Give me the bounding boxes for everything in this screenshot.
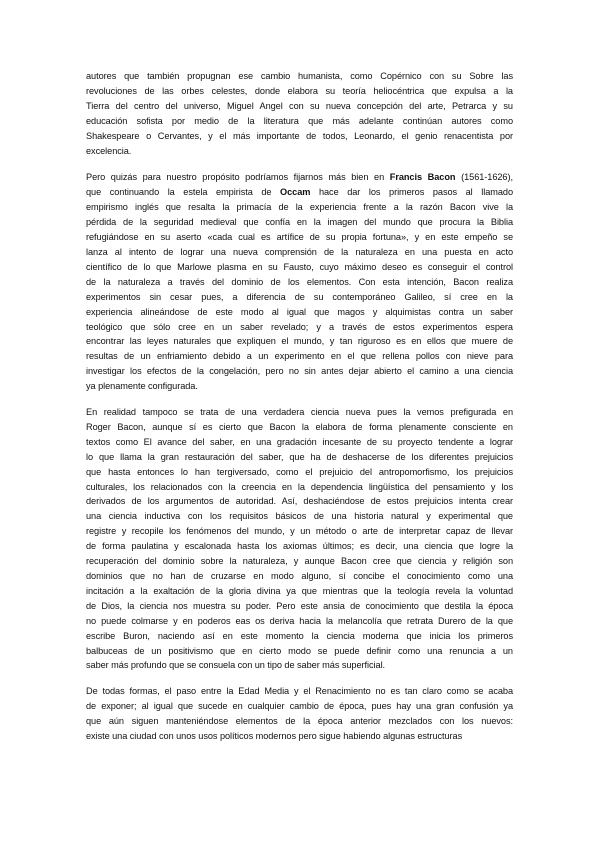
text-line [86,420,513,435]
text-line [86,170,513,185]
text-line [86,320,513,335]
text-run: escribe Buron, naciendo así en este momento la ciencia moderna que inicia los primeros [86,630,513,641]
text-run: derivados de los argumentos de autoridad. Así, deshaciéndose de estos prejuicios intenta crear [86,496,513,507]
text-run: textos como El avance del saber, en una gradación incesante de su proyecto tendente a lograr [86,436,513,447]
text-run: excelencia. [86,145,132,156]
text-line [86,99,513,114]
text-line [86,569,513,584]
text-line [86,480,513,495]
text-run: Pero quizás para nuestro propósito podríamos fijarnos más bien en [86,172,390,183]
text-line [86,539,513,554]
text-line [86,684,513,699]
text-line [86,129,513,144]
text-run: encontrar las leyes naturales que expliquen el mundo, y tan riguroso es en ellos que muere de [86,336,513,347]
text-line [86,465,513,480]
text-run: (1561-1626), [455,172,513,183]
text-run: lo que llama la gran restauración del saber, que ha de deshacerse de los diferentes prejuicios [86,451,513,462]
text-line [86,524,513,539]
text-run: pérdida de la seguridad medieval que confía en la imagen del mundo que procura la Biblia [86,217,513,228]
text-run: de la naturaleza a través del dominio de los elementos. Con esta intención, Bacon realiza [86,276,513,287]
text-line [86,275,513,290]
text-run: que hasta entonces lo han tergiversado, como el prejuicio del antropomorfismo, los prejuicios [86,466,513,477]
text-line [86,290,513,305]
text-line [86,84,513,99]
text-run: de forma paulatina y escalonada hasta los axiomas últimos; es decir, una ciencia que logre la [86,541,513,552]
text-run: revoluciones de las orbes celestes, donde elabora su teoría heliocéntrica que expulsa a la [86,85,513,96]
text-run: científico de lo que Marlowe plasma en su Fausto, cuyo máximo deseo es conseguir el control [86,261,513,272]
text-run: que continuando la estela empirista de [86,187,281,198]
paragraph-3 [86,405,513,673]
text-line [86,215,513,230]
text-line [86,69,513,84]
text-run: autores que también propugnan ese cambio humanista, como Copérnico con su Sobre las [86,71,513,81]
text-line [86,614,513,629]
text-line [86,584,513,599]
text-line [86,144,513,159]
text-line [86,185,513,200]
text-run: incitación a la exaltación de la gloria divina ya que mientras que la teología revela la voluntad [86,585,513,596]
text-run: balbuceas de un positivismo que en cierto modo se puede definir como una renuncia a un [86,645,513,656]
text-run: que aún siguen manteniéndose elementos de la época anterior mezclados con los nuevos: [86,716,513,727]
text-run: Shakespeare o Cervantes, y el más importante de todos, Leonardo, el genio renacentista por [86,130,513,141]
text-run: experimentos sin cesar pues, a diferencia de su contemporáneo Galileo, sí cree en la [86,291,513,302]
text-line [86,435,513,450]
text-line [86,349,513,364]
text-line [86,494,513,509]
text-run: de Dios, la ciencia nos muestra su poder. Pero este ansia de conocimiento que destila la época [86,600,513,611]
text-run: ya plenamente configurada. [86,381,198,392]
text-line [86,554,513,569]
text-line [86,334,513,349]
text-run: Roger Bacon, aunque sí es cierto que Bacon la elabora de forma plenamente consciente en [86,421,513,432]
text-run: una ciencia inductiva con los requisitos básicos de una historia natural y experimental que [86,511,513,522]
text-run: culturales, los relacionados con la creencia en la dependencia lingüística del pensamiento y los [86,481,513,492]
text-run: dominios que no han de cruzarse en modo alguno, sí concibe el conocimiento como una [86,571,513,581]
bold-term: Francis Bacon [389,172,456,183]
text-run: teológico que sólo cree en un saber revelado; y a través de estos experimentos espera [86,321,513,332]
text-line [86,509,513,524]
text-run: hace dar los primeros pasos al llamado [310,187,513,198]
text-run: existe una ciudad con unos usos políticos modernos pero sigue habiendo algunas estructuras [86,731,463,742]
text-run: resultas de un enfriamiento debido a un experimento en el que rellena pollos con nieve para [86,351,513,362]
paragraph-2 [86,170,513,394]
text-run: investigar los efectos de la congelación, pero no sin antes dejar abierto el camino a una ciencia [86,366,513,377]
text-line [86,629,513,644]
text-line [86,644,513,659]
bold-term: Occam [280,187,311,198]
text-run: Tierra del centro del universo, Miguel Angel con su nueva concepción del arte, Petrarca y su [86,100,513,111]
text-run: educación sofista por medio de la literatura que más adelante continúan autores como [86,115,513,126]
text-line [86,200,513,215]
text-line [86,450,513,465]
text-line [86,714,513,729]
text-run: recuperación del dominio sobre la naturaleza, y aunque Bacon cree que ciencia y religión son [86,556,513,567]
text-line [86,599,513,614]
text-line [86,658,513,673]
text-run: refugiándose en su aserto «cada cual es artífice de su propia fortuna», y en este empeño se [86,232,513,243]
text-line [86,245,513,260]
text-run: empirismo inglés que resalta la primacía de la experiencia frente a la razón Bacon vive la [86,202,513,213]
text-run: experiencia alineándose de este modo al igual que magos y alquimistas contra un saber [86,306,513,317]
text-line [86,379,513,394]
text-line [86,405,513,420]
paragraph-1 [86,69,513,158]
text-line [86,305,513,320]
text-run: registre y recopile los fenómenos del mundo, y un método o arte de interpretar capaz de llevar [86,526,513,537]
paragraph-4 [86,684,513,744]
text-line [86,114,513,129]
text-run: no puede colmarse y en poderos eas os deriva hacia la melancolía que retrata Durero de la que [86,615,513,626]
text-run: saber más profundo que se consuela con un tipo de saber más superficial. [86,660,386,671]
text-line [86,230,513,245]
text-line [86,699,513,714]
document-body [86,69,513,744]
text-run: De todas formas, el paso entre la Edad Media y el Renacimiento no es tan claro como se acaba [86,686,513,697]
text-run: En realidad tampoco se trata de una verdadera ciencia nueva pues la vemos prefigurada en [86,407,513,418]
text-line [86,260,513,275]
text-run: de exponer; al igual que sucede en cualquier cambio de época, pues hay una gran confusión ya [86,701,513,712]
text-line [86,729,513,744]
text-line [86,364,513,379]
text-run: lanza al intento de lograr una nueva comprensión de la naturaleza en una puesta en acto [86,246,513,257]
